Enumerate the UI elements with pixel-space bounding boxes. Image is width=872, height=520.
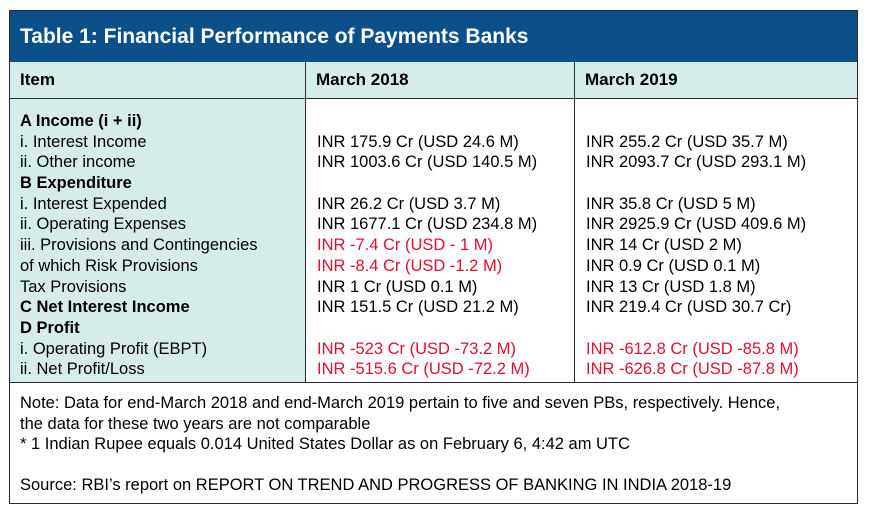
row-value-2019: INR -612.8 Cr (USD -85.8 M) xyxy=(586,339,799,358)
row-value-2019 xyxy=(586,318,857,339)
row-value-2018: INR 1677.1 Cr (USD 234.8 M) xyxy=(317,215,538,234)
header-march-2018: March 2018 xyxy=(306,62,575,99)
row-value-2018: INR 26.2 Cr (USD 3.7 M) xyxy=(317,194,501,213)
row-value-2019: INR 14 Cr (USD 2 M) xyxy=(586,236,742,255)
row-item-label: ii. Other income xyxy=(20,153,136,172)
row-value-2018: INR 1003.6 Cr (USD 140.5 M) xyxy=(317,153,538,172)
footnote: * 1 Indian Rupee equals 0.014 United States Dollar as on February 6, 4:42 am UTC xyxy=(20,435,630,453)
row-item-label: ii. Net Profit/Loss xyxy=(20,360,145,379)
row-item-label: i. Operating Profit (EBPT) xyxy=(20,339,208,358)
march-2018-column xyxy=(306,99,575,382)
source-line: Source: RBI’s report on REPORT ON TREND AND PROGRESS OF BANKING IN INDIA 2018-19 xyxy=(20,476,732,494)
header-march-2019: March 2019 xyxy=(575,62,857,99)
row-value-2018 xyxy=(317,173,574,194)
row-value-2019: INR 2093.7 Cr (USD 293.1 M) xyxy=(586,153,807,172)
row-item-label: A Income (i + ii) xyxy=(20,112,142,130)
row-item-label: i. Interest Expended xyxy=(20,194,167,213)
row-item-label: iii. Provisions and Contingencies xyxy=(20,236,258,255)
note-line-1: Note: Data for end-March 2018 and end-March 2019 pertain to five and seven PBs, respectively. Hence, xyxy=(20,394,781,412)
row-value-2018: INR -7.4 Cr (USD - 1 M) xyxy=(317,236,494,255)
note-line-2: the data for these two years are not comparable xyxy=(20,414,371,433)
row-item-label: Tax Provisions xyxy=(20,277,127,296)
row-value-2019: INR 13 Cr (USD 1.8 M) xyxy=(586,277,756,296)
row-item-label: C Net Interest Income xyxy=(20,298,190,317)
march-2019-column xyxy=(575,99,857,382)
row-value-2019: INR 255.2 Cr (USD 35.7 M) xyxy=(586,132,788,151)
spacer xyxy=(20,455,847,476)
row-value-2018: INR -523 Cr (USD -73.2 M) xyxy=(317,339,516,358)
row-value-2018 xyxy=(317,111,574,132)
row-item-label: D Profit xyxy=(20,318,80,337)
row-item-label: ii. Operating Expenses xyxy=(20,215,187,234)
row-value-2018: INR 175.9 Cr (USD 24.6 M) xyxy=(317,132,519,151)
row-item-label: i. Interest Income xyxy=(20,132,147,151)
row-value-2019: INR 35.8 Cr (USD 5 M) xyxy=(586,194,756,213)
header-item: Item xyxy=(10,62,306,99)
item-column xyxy=(10,99,306,382)
table-title: Table 1: Financial Performance of Payments Banks xyxy=(10,11,857,62)
row-value-2018: INR 1 Cr (USD 0.1 M) xyxy=(317,277,478,296)
row-value-2018: INR -8.4 Cr (USD -1.2 M) xyxy=(317,256,503,275)
row-value-2019: INR -626.8 Cr (USD -87.8 M) xyxy=(586,360,799,379)
table-notes xyxy=(10,382,857,503)
row-value-2018: INR 151.5 Cr (USD 21.2 M) xyxy=(317,298,519,317)
row-value-2019: INR 0.9 Cr (USD 0.1 M) xyxy=(586,256,761,275)
row-value-2019 xyxy=(586,173,857,194)
row-item-label: of which Risk Provisions xyxy=(20,256,198,275)
row-value-2019 xyxy=(586,111,857,132)
row-value-2018 xyxy=(317,318,574,339)
row-value-2019: INR 2925.9 Cr (USD 409.6 M) xyxy=(586,215,807,234)
row-item-label: B Expenditure xyxy=(20,174,132,193)
row-value-2018: INR -515.6 Cr (USD -72.2 M) xyxy=(317,360,530,379)
row-value-2019: INR 219.4 Cr (USD 30.7 Cr) xyxy=(586,298,792,317)
financial-table xyxy=(9,10,858,504)
